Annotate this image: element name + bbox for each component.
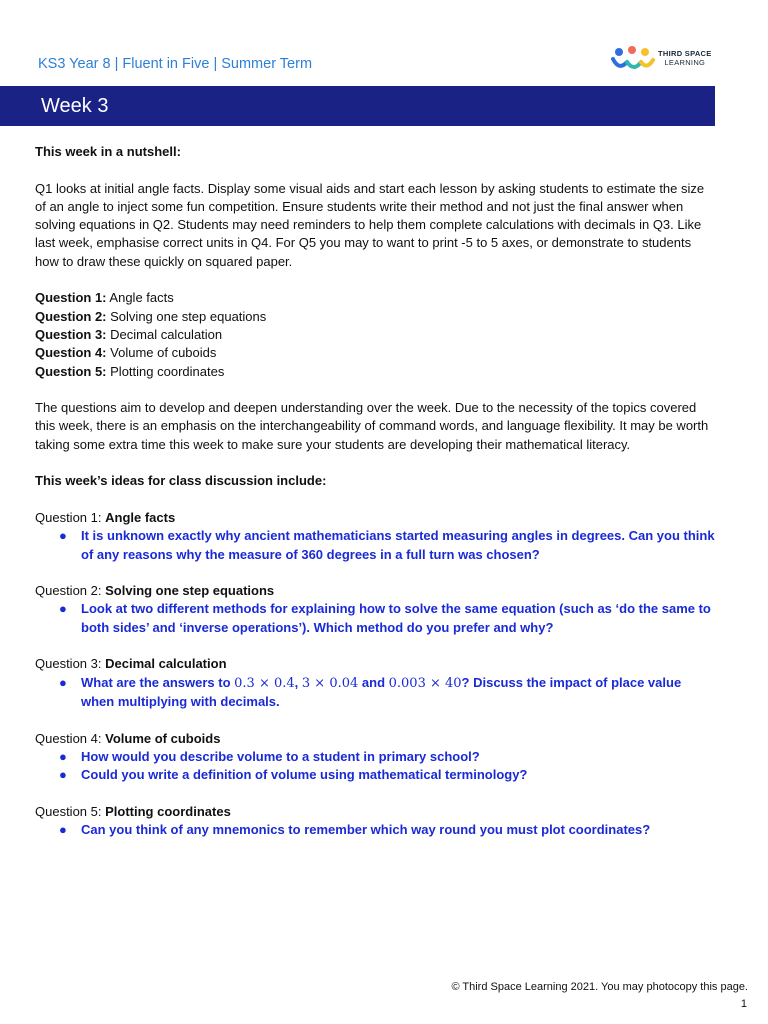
discussion-item: ● What are the answers to 0.3 × 0.4, 3 × 0.04 and 0.003 × 40? Discuss the impact of place value when multiplying with decimals. bbox=[59, 674, 682, 709]
logo-line-1: THIRD SPACE bbox=[658, 49, 712, 58]
logo-mark-icon bbox=[610, 45, 656, 73]
math-expression: 3 × 0.04 bbox=[301, 675, 359, 691]
week-title: Week 3 bbox=[41, 95, 109, 117]
bullet-icon: ● bbox=[59, 528, 67, 544]
discussion-topic: Angle facts bbox=[105, 509, 176, 525]
question-label: Question 3: bbox=[35, 326, 107, 342]
question-row bbox=[35, 344, 715, 362]
discussion-topic: Plotting coordinates bbox=[105, 803, 231, 819]
logo-line-2: LEARNING bbox=[664, 58, 706, 67]
discussion-q1 bbox=[35, 509, 715, 564]
discussion-q5 bbox=[35, 803, 715, 840]
question-label: Question 1: bbox=[35, 290, 107, 306]
week-banner bbox=[0, 86, 715, 126]
page-number: 1 bbox=[740, 998, 747, 1010]
discussion-item: ● Look at two different methods for explaining how to solve the same equation (such as ‘do the same to both sides’ and ‘inverse operations’). Which method do you prefer and why? bbox=[59, 601, 711, 635]
discussion-topic: Solving one step equations bbox=[105, 583, 275, 599]
discussion-label: Question 3: bbox=[35, 656, 102, 672]
question-label: Question 2: bbox=[35, 308, 107, 324]
logo-text bbox=[658, 49, 712, 67]
discussion-item: ● Could you write a definition of volume using mathematical terminology? bbox=[35, 766, 715, 784]
question-list bbox=[35, 289, 715, 380]
discussion-q4 bbox=[35, 730, 715, 785]
question-row bbox=[35, 363, 715, 381]
question-row bbox=[35, 326, 715, 344]
discussion-label: Question 1: bbox=[35, 509, 102, 525]
third-space-learning-logo bbox=[610, 45, 740, 73]
discussion-item: ● It is unknown exactly why ancient mathematicians started measuring angles in degrees. Can you think of any reasons why the measure of 360 degrees in a full turn was chosen? bbox=[59, 528, 715, 562]
bullet-icon: ● bbox=[59, 601, 67, 617]
discussion-label: Question 2: bbox=[35, 583, 102, 599]
question-topic: Decimal calculation bbox=[110, 326, 223, 342]
discussion-label: Question 5: bbox=[35, 803, 102, 819]
discussion-item: ● How would you describe volume to a student in primary school? bbox=[35, 748, 715, 766]
question-label: Question 4: bbox=[35, 345, 107, 361]
discussion-q3 bbox=[35, 655, 715, 711]
bullet-icon: ● bbox=[59, 821, 67, 837]
discussion-item: ● Can you think of any mnemonics to remember which way round you must plot coordinates? bbox=[35, 821, 715, 839]
nutshell-heading: This week in a nutshell: bbox=[35, 144, 181, 159]
question-row bbox=[35, 308, 715, 326]
question-topic: Angle facts bbox=[109, 290, 174, 306]
nutshell-paragraph: Q1 looks at initial angle facts. Display some visual aids and start each lesson by asking students to estimate the size of an angle to inject some fun competition. Ensure students write their method and not just the final answer when solving equations in Q2. Students may need reminders to help them complete calculations with decimals in Q3. Like last week, emphasise correct units in Q4. For Q5 you may to want to print -5 to 5 axes, or demonstrate to students how to draw these quickly on squared paper. bbox=[35, 180, 705, 269]
discussion-topic: Decimal calculation bbox=[105, 656, 227, 672]
main-content bbox=[35, 143, 715, 839]
question-topic: Plotting coordinates bbox=[110, 363, 225, 379]
math-expression: 0.3 × 0.4 bbox=[234, 675, 295, 691]
question-row bbox=[35, 289, 715, 307]
question-label: Question 5: bbox=[35, 363, 107, 379]
discussion-q2 bbox=[35, 582, 715, 637]
math-expression: 0.003 × 40 bbox=[388, 675, 462, 691]
bullet-icon: ● bbox=[59, 767, 67, 783]
question-topic: Volume of cuboids bbox=[110, 345, 217, 361]
question-topic: Solving one step equations bbox=[110, 308, 267, 324]
aims-paragraph: The questions aim to develop and deepen understanding over the week. Due to the necessity of the topics covered this week, there is an emphasis on the interchangeability of command words, and language flexibility. It may be worth taking some extra time this week to make sure your students are developing their mathematical literacy. bbox=[35, 400, 709, 452]
discussion-label: Question 4: bbox=[35, 730, 102, 746]
discussion-topic: Volume of cuboids bbox=[105, 730, 221, 746]
bullet-icon: ● bbox=[59, 748, 67, 764]
footer-copyright: © Third Space Learning 2021. You may photocopy this page. bbox=[451, 981, 748, 993]
bullet-icon: ● bbox=[59, 674, 67, 690]
header-subtitle: KS3 Year 8 | Fluent in Five | Summer Term bbox=[38, 56, 313, 72]
discussion-heading: This week’s ideas for class discussion include: bbox=[35, 473, 327, 489]
